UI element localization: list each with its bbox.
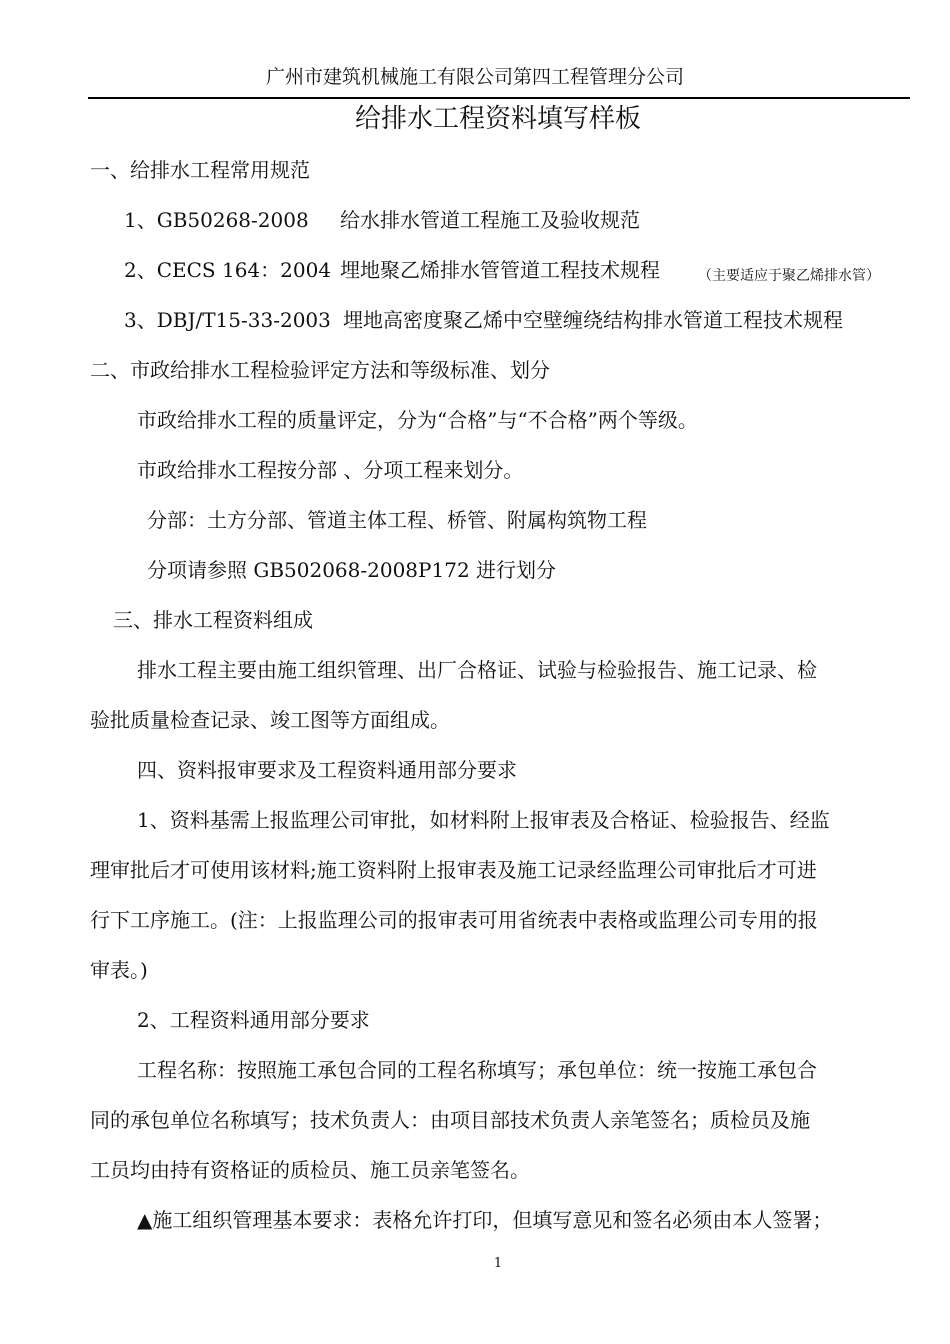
approval-line-1: 1、资料基需上报监理公司审批，如材料附上报审表及合格证、检验报告、经监: [137, 808, 830, 832]
section-1-heading: 一、给排水工程常用规范: [90, 158, 310, 182]
spec-2-note: （主要适应于聚乙烯排水管）: [698, 268, 880, 284]
spec-2-code: 2、CECS 164：2004: [124, 258, 332, 282]
spec-3-name: 埋地高密度聚乙烯中空壁缠绕结构排水管道工程技术规程: [343, 308, 843, 332]
division-line: 市政给排水工程按分部 、分项工程来划分。: [137, 458, 524, 482]
page-number: 1: [493, 1256, 503, 1271]
spec-2-name: 埋地聚乙烯排水管管道工程技术规程: [340, 258, 660, 282]
general-line-1: 工程名称：按照施工承包合同的工程名称填写；承包单位：统一按施工承包合: [137, 1058, 817, 1082]
composition-line-1: 排水工程主要由施工组织管理、出厂合格证、试验与检验报告、施工记录、检: [137, 658, 817, 682]
spec-1-name: 给水排水管道工程施工及验收规范: [340, 208, 640, 232]
section-3-heading: 三、排水工程资料组成: [113, 608, 313, 632]
item-division-line: 分项请参照 GB502068-2008P172 进行划分: [147, 558, 557, 582]
approval-line-4: 审表。): [90, 958, 148, 982]
section-2-heading: 二、市政给排水工程检验评定方法和等级标准、划分: [90, 358, 550, 382]
general-line-3: 工员均由持有资格证的质检员、施工员亲笔签名。: [90, 1158, 530, 1182]
management-requirement-line: ▲施工组织管理基本要求：表格允许打印，但填写意见和签名必须由本人签署；: [137, 1208, 833, 1232]
section-4-heading: 四、资料报审要求及工程资料通用部分要求: [137, 758, 517, 782]
spec-3-code: 3、DBJ/T15-33-2003: [124, 308, 331, 332]
subdivision-line: 分部：土方分部、管道主体工程、桥管、附属构筑物工程: [147, 508, 647, 532]
page-header: 广州市建筑机械施工有限公司第四工程管理分公司: [265, 66, 684, 88]
approval-line-2: 理审批后才可使用该材料;施工资料附上报审表及施工记录经监理公司审批后才可进: [90, 858, 817, 882]
general-line-2: 同的承包单位名称填写；技术负责人：由项目部技术负责人亲笔签名；质检员及施: [90, 1108, 810, 1132]
composition-line-2: 验批质量检查记录、竣工图等方面组成。: [90, 708, 450, 732]
document-title: 给排水工程资料填写样板: [354, 104, 641, 134]
grading-line: 市政给排水工程的质量评定，分为“合格”与“不合格”两个等级。: [137, 408, 698, 432]
approval-line-3: 行下工序施工。(注：上报监理公司的报审表可用省统表中表格或监理公司专用的报: [90, 908, 818, 932]
general-requirements-heading: 2、工程资料通用部分要求: [137, 1008, 370, 1032]
spec-1-code: 1、GB50268-2008: [124, 208, 309, 232]
